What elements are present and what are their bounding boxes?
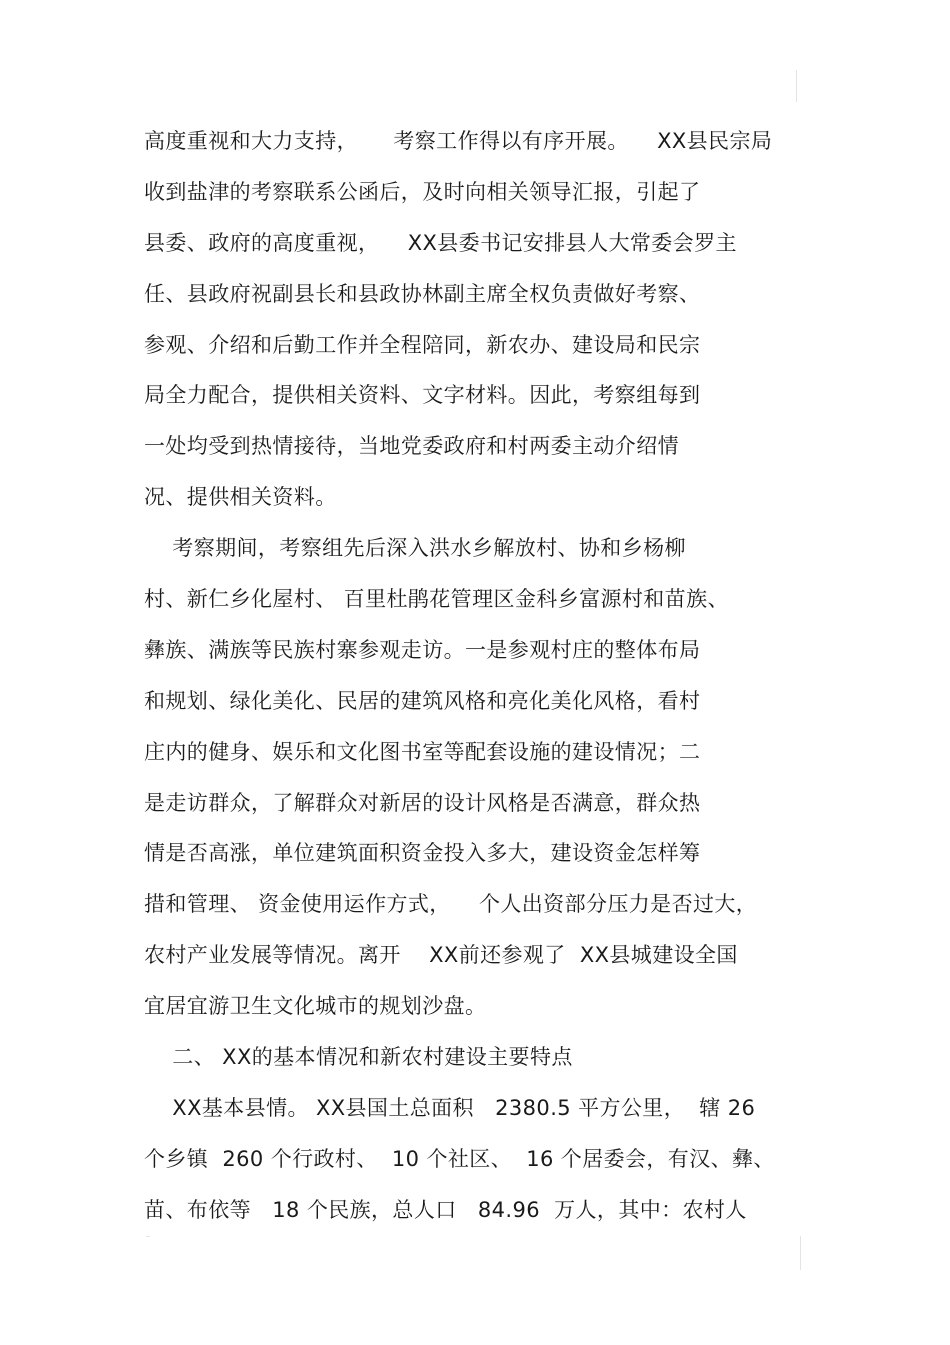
text-line: 措和管理、 资金使用运作方式， 个人出资部分压力是否过大， xyxy=(144,892,758,917)
text-line: 县委、政府的高度重视， XX县委书记安排县人大常委会罗主 xyxy=(144,230,737,255)
bottom-margin-mark xyxy=(800,1236,801,1270)
text-line: 彝族、满族等民族村寨参观走访。一是参观村庄的整体布局 xyxy=(144,637,701,662)
text-line: XX基本县情。 XX县国土总面积 2380.5 平方公里， 辖 26 xyxy=(144,1095,756,1120)
text-line: 收到盐津的考察联系公函后，及时向相关领导汇报，引起了 xyxy=(144,179,701,204)
text-line: 情是否高涨，单位建筑面积资金投入多大，建设资金怎样筹 xyxy=(144,841,701,866)
text-line: 一处均受到热情接待，当地党委政府和村两委主动介绍情 xyxy=(144,434,679,459)
text-line: 和规划、绿化美化、民居的建筑风格和亮化美化风格，看村 xyxy=(144,688,701,713)
text-line: 高度重视和大力支持， 考察工作得以有序开展。 XX县民宗局 xyxy=(144,129,773,153)
text-line: 是走访群众，了解群众对新居的设计风格是否满意，群众热 xyxy=(144,790,701,815)
text-line: 局全力配合，提供相关资料、文字材料。因此，考察组每到 xyxy=(144,383,701,408)
text-line: 苗、布依等 18 个民族，总人口 84.96 万人，其中：农村人 xyxy=(144,1197,747,1222)
text-line: 庄内的健身、娱乐和文化图书室等配套设施的建设情况；二 xyxy=(144,739,701,764)
body-text xyxy=(144,121,834,1241)
text-line: 任、县政府祝副县长和县政协林副主席全权负责做好考察、 xyxy=(144,281,701,306)
top-margin-mark xyxy=(796,70,797,102)
section-heading: 二、 XX的基本情况和新农村建设主要特点 xyxy=(144,1045,573,1070)
text-line: 个乡镇 260 个行政村、 10 个社区、 16 个居委会，有汉、彝、 xyxy=(144,1146,775,1171)
text-line: 考察期间，考察组先后深入洪水乡解放村、协和乡杨柳 xyxy=(144,536,686,561)
text-line: 农村产业发展等情况。离开 XX前还参观了 XX县城建设全国 xyxy=(144,943,738,968)
text-line: 宜居宜游卫生文化城市的规划沙盘。 xyxy=(144,994,487,1019)
text-line: 况、提供相关资料。 xyxy=(144,485,337,510)
text-line: 村、新仁乡化屋村、 百里杜鹃花管理区金科乡富源村和苗族、 xyxy=(144,587,729,612)
text-line: 参观、介绍和后勤工作并全程陪同，新农办、建设局和民宗 xyxy=(144,332,701,357)
